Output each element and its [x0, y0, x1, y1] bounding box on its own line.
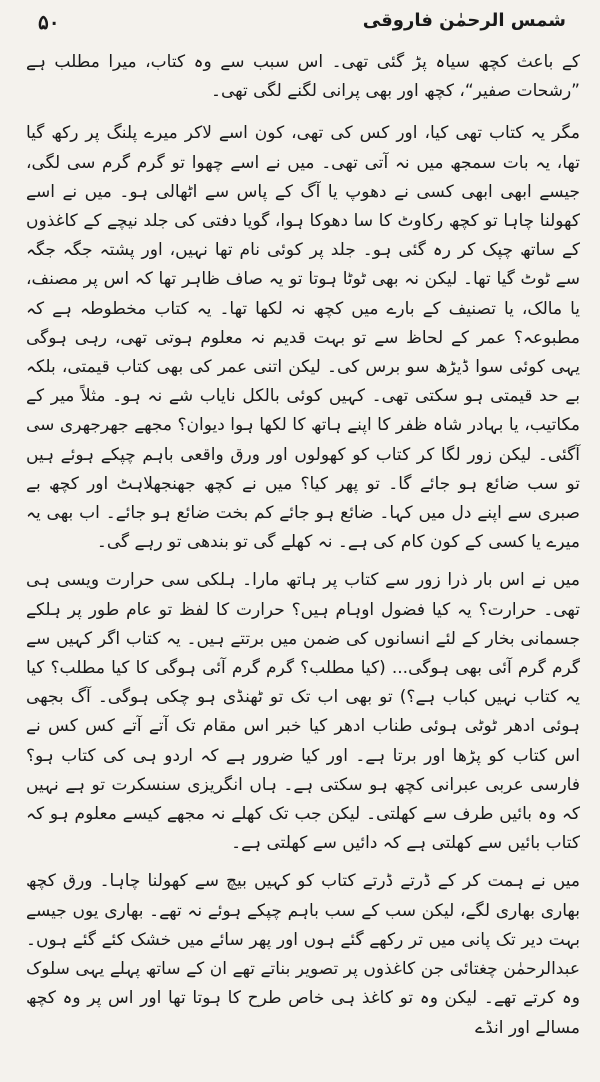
running-head-author: شمس الرحمٰن فاروقی	[362, 10, 566, 31]
paragraph-3: میں نے اس بار ذرا زور سے کتاب پر ہاتھ مارا۔ ہلکی سی حرارت ویسی ہی تھی۔ حرارت؟ یہ کیا فضول اوہام ہیں؟ حرارت کا لفظ تو عام طور پر ہلکے جسمانی بخار کے لئے انسانوں کی ضمن میں برتتے ہیں۔ یہ کتاب اگر کہیں سے گرم گرم آئی بھی ہوگی... (کیا مطلب؟ گرم گرم آئی ہوگی کا کیا مطلب؟ کیا یہ کتاب نہیں کباب ہے؟) تو بھی اب تک تو ٹھنڈی ہو چکی ہوگی۔ آگ بجھی ہوئی ادھر ٹوٹی ہوئی طناب ادھر کیا خبر اس مقام تک آتے آتے کس کس نے اس کتاب کو پڑھا اور برتا ہے۔ اور کیا ضرور ہے کہ اردو ہی کی کتاب ہو؟ فارسی عربی عبرانی کچھ ہو سکتی ہے۔ ہاں انگریزی سنسکرت تو ہے نہیں کہ وہ بائیں طرف سے کھلتی۔ لیکن جب تک کھلے نہ مجھے کیسے معلوم ہو کہ کتاب بائیں سے کھلتی ہے کہ دائیں سے کھلتی ہے۔	[26, 570, 580, 854]
page-body	[26, 48, 580, 1052]
page-number: ۵۰	[38, 10, 60, 34]
paragraph-4: میں نے ہمت کر کے ڈرتے ڈرتے کتاب کو کہیں بیچ سے کھولنا چاہا۔ ورق کچھ بھاری بھاری لگے، لیکن سب کے سب باہم چپکے ہوئے نہ تھے۔ بھاری یوں جیسے بہت دیر تک پانی میں تر رکھے گئے ہوں اور پھر سائے میں خشک کئے گئے ہوں۔ عبدالرحمٰن چغتائی جن کاغذوں پر تصویر بناتے تھے ان کے ساتھ پہلے یہی سلوک وہ کرتے تھے۔ لیکن وہ تو کاغذ ہی خاص طرح کا ہوتا تھا اور اس پر وہ کچھ مسالے اور انڈے	[26, 871, 580, 1038]
paragraph-1: کے باعث کچھ سیاہ پڑ گئی تھی۔ اس سبب سے وہ کتاب، میرا مطلب ہے ”رشحات صفیر“، کچھ اور بھی پرانی لگنے لگی تھی۔	[26, 52, 580, 102]
paragraph-2: مگر یہ کتاب تھی کیا، اور کس کی تھی، کون اسے لاکر میرے پلنگ پر رکھ گیا تھا، یہ بات سمجھ میں نہ آتی تھی۔ میں نے اسے چھوا تو گرم گرم سی لگی، جیسے ابھی ابھی کسی نے دھوپ یا آگ کے پاس سے اٹھالی ہو۔ میں نے اسے کھولنا چاہا تو کچھ رکاوٹ کا سا دھوکا ہوا، گویا دفتی کی جلد نیچے کے کاغذوں کے ساتھ چپک کر رہ گئی ہو۔ جلد پر کوئی نام تھا نہیں، اور پشتہ جگہ جگہ سے ٹوٹ گیا تھا۔ لیکن نہ بھی ٹوٹا ہوتا تو یہ صاف ظاہر تھا کہ اس پر مصنف، یا مالک، یا تصنیف کے بارے میں کچھ نہ لکھا تھا۔ یہ کتاب مخطوطہ ہے کہ مطبوعہ؟ عمر کے لحاظ سے تو بہت قدیم نہ معلوم ہوتی تھی، رہی ہوگی یہی کوئی سوا ڈیڑھ سو برس کی۔ لیکن اتنی عمر کی بھی کتاب قیمتی، بلکہ بے حد قیمتی ہو سکتی تھی۔ کہیں کوئی بالکل نایاب شے نہ ہو۔ مثلاً میر کے مکاتیب، یا بہادر شاہ ظفر کا اپنے ہاتھ کا لکھا ہوا دیوان؟ مجھے جھرجھری سی آگئی۔ لیکن زور لگا کر کتاب کو کھولوں اور ورق واقعی باہم چپکے ہوئے ہیں تو سب ضائع ہو جائے گا۔ تو پھر کیا؟ میں نے کچھ جھنجھلاہٹ اور کچھ بے صبری سے اپنے دل میں کہا۔ ضائع ہو جائے کم بخت ضائع ہو جائے۔ اب بھی یہ میرے یا کسی کے کون کام کی ہے۔ نہ کھلے گی تو بندھی تو رہے گی۔	[26, 123, 580, 553]
page-header	[24, 8, 576, 38]
